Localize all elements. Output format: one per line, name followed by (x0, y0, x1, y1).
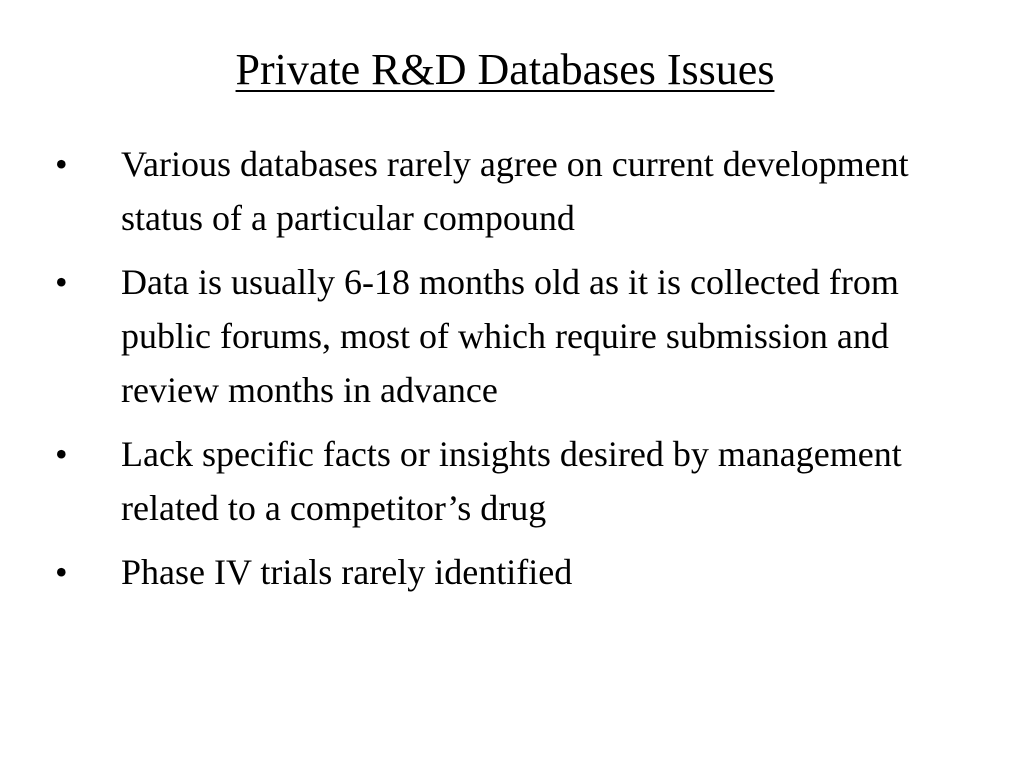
bullet-dot-icon: • (55, 144, 68, 184)
bullet-item (0, 427, 1024, 535)
bullet-dot-icon: • (55, 434, 68, 474)
bullet-dot-icon: • (55, 552, 68, 592)
bullet-item (0, 137, 1024, 245)
bullet-item (0, 545, 1024, 599)
bullet-dot-icon: • (55, 262, 68, 302)
bullet-text: Data is usually 6-18 months old as it is collected from public forums, most of which require submission and review months in advance (121, 262, 899, 410)
slide-title: Private R&D Databases Issues (235, 45, 775, 94)
bullet-item (0, 255, 1024, 417)
bullet-text: Lack specific facts or insights desired by management related to a competitor’s drug (121, 434, 902, 528)
bullet-text: Phase IV trials rarely identified (121, 552, 573, 592)
bullet-list (0, 137, 1024, 609)
bullet-text: Various databases rarely agree on current development status of a particular compound (121, 144, 909, 238)
